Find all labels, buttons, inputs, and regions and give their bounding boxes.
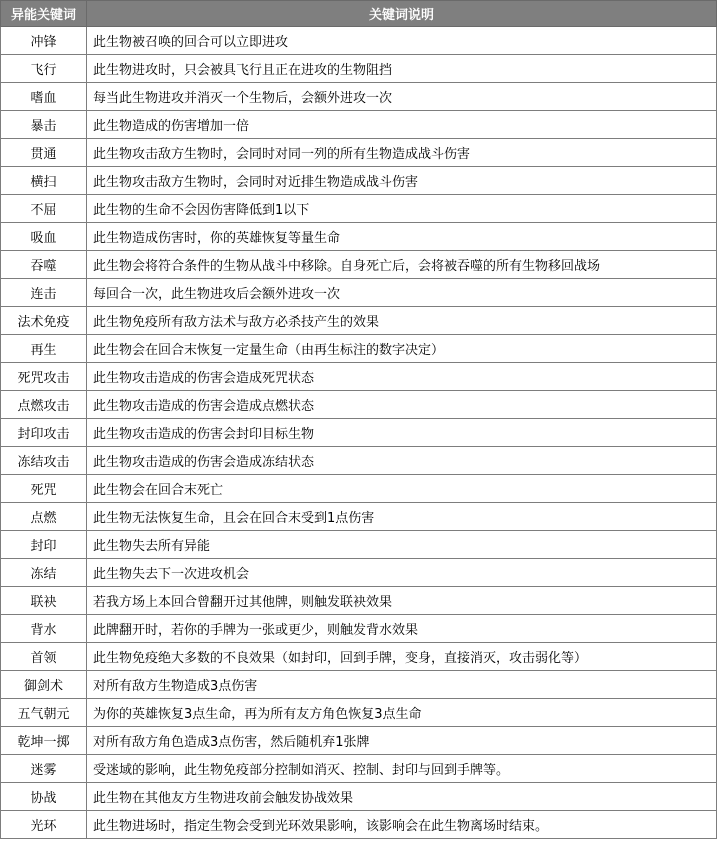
table-row xyxy=(1,419,717,447)
keyword-cell: 冻结攻击 xyxy=(1,447,87,475)
description-cell: 此生物攻击敌方生物时，会同时对同一列的所有生物造成战斗伤害 xyxy=(87,139,717,167)
table-row xyxy=(1,27,717,55)
table-row xyxy=(1,811,717,839)
keyword-cell: 横扫 xyxy=(1,167,87,195)
table-row xyxy=(1,223,717,251)
description-cell: 此生物无法恢复生命，且会在回合末受到1点伤害 xyxy=(87,503,717,531)
table-row xyxy=(1,55,717,83)
table-row xyxy=(1,167,717,195)
table-row xyxy=(1,363,717,391)
keyword-cell: 连击 xyxy=(1,279,87,307)
table-row xyxy=(1,139,717,167)
description-cell: 此牌翻开时，若你的手牌为一张或更少，则触发背水效果 xyxy=(87,615,717,643)
description-cell: 此生物造成的伤害增加一倍 xyxy=(87,111,717,139)
table-row xyxy=(1,503,717,531)
description-cell: 此生物被召唤的回合可以立即进攻 xyxy=(87,27,717,55)
description-cell: 此生物攻击造成的伤害会造成冻结状态 xyxy=(87,447,717,475)
table-row xyxy=(1,727,717,755)
table-row xyxy=(1,755,717,783)
keyword-cell: 法术免疫 xyxy=(1,307,87,335)
description-cell: 此生物在其他友方生物进攻前会触发协战效果 xyxy=(87,783,717,811)
table-row xyxy=(1,391,717,419)
keyword-cell: 背水 xyxy=(1,615,87,643)
header-row xyxy=(1,1,717,27)
table-row xyxy=(1,83,717,111)
table-row xyxy=(1,279,717,307)
table-row xyxy=(1,195,717,223)
table-body xyxy=(1,27,717,839)
keyword-cell: 御剑术 xyxy=(1,671,87,699)
description-cell: 此生物攻击敌方生物时，会同时对近排生物造成战斗伤害 xyxy=(87,167,717,195)
description-cell: 此生物会在回合末恢复一定量生命（由再生标注的数字决定） xyxy=(87,335,717,363)
keyword-cell: 联袂 xyxy=(1,587,87,615)
table-row xyxy=(1,783,717,811)
table-row xyxy=(1,111,717,139)
keyword-cell: 乾坤一掷 xyxy=(1,727,87,755)
table-row xyxy=(1,559,717,587)
description-cell: 每回合一次，此生物进攻后会额外进攻一次 xyxy=(87,279,717,307)
description-cell: 每当此生物进攻并消灭一个生物后，会额外进攻一次 xyxy=(87,83,717,111)
keyword-cell: 飞行 xyxy=(1,55,87,83)
table-row xyxy=(1,475,717,503)
description-cell: 此生物攻击造成的伤害会造成死咒状态 xyxy=(87,363,717,391)
description-cell: 此生物的生命不会因伤害降低到1以下 xyxy=(87,195,717,223)
description-cell: 此生物进场时，指定生物会受到光环效果影响，该影响会在此生物离场时结束。 xyxy=(87,811,717,839)
description-cell: 此生物会将符合条件的生物从战斗中移除。自身死亡后，会将被吞噬的所有生物移回战场 xyxy=(87,251,717,279)
description-cell: 此生物免疫绝大多数的不良效果（如封印，回到手牌，变身，直接消灭，攻击弱化等） xyxy=(87,643,717,671)
table-row xyxy=(1,643,717,671)
keyword-cell: 点燃攻击 xyxy=(1,391,87,419)
table-row xyxy=(1,251,717,279)
keyword-cell: 不屈 xyxy=(1,195,87,223)
description-cell: 受迷域的影响，此生物免疫部分控制如消灭、控制、封印与回到手牌等。 xyxy=(87,755,717,783)
table-row xyxy=(1,335,717,363)
keyword-cell: 嗜血 xyxy=(1,83,87,111)
keyword-cell: 封印 xyxy=(1,531,87,559)
description-cell: 对所有敌方生物造成3点伤害 xyxy=(87,671,717,699)
keyword-cell: 再生 xyxy=(1,335,87,363)
keyword-cell: 吸血 xyxy=(1,223,87,251)
keyword-cell: 光环 xyxy=(1,811,87,839)
description-cell: 此生物失去所有异能 xyxy=(87,531,717,559)
description-cell: 此生物造成伤害时，你的英雄恢复等量生命 xyxy=(87,223,717,251)
keyword-cell: 死咒 xyxy=(1,475,87,503)
description-cell: 若我方场上本回合曾翻开过其他牌，则触发联袂效果 xyxy=(87,587,717,615)
table-row xyxy=(1,447,717,475)
table-row xyxy=(1,531,717,559)
table-row xyxy=(1,671,717,699)
table-row xyxy=(1,587,717,615)
header-keyword: 异能关键词 xyxy=(1,1,87,27)
description-cell: 此生物攻击造成的伤害会封印目标生物 xyxy=(87,419,717,447)
keyword-cell: 点燃 xyxy=(1,503,87,531)
keyword-cell: 贯通 xyxy=(1,139,87,167)
keyword-cell: 吞噬 xyxy=(1,251,87,279)
keyword-cell: 五气朝元 xyxy=(1,699,87,727)
keyword-cell: 协战 xyxy=(1,783,87,811)
description-cell: 对所有敌方角色造成3点伤害，然后随机弃1张牌 xyxy=(87,727,717,755)
keyword-cell: 迷雾 xyxy=(1,755,87,783)
keyword-cell: 首领 xyxy=(1,643,87,671)
keyword-cell: 冻结 xyxy=(1,559,87,587)
table-row xyxy=(1,699,717,727)
table-row xyxy=(1,307,717,335)
description-cell: 此生物失去下一次进攻机会 xyxy=(87,559,717,587)
keyword-cell: 死咒攻击 xyxy=(1,363,87,391)
description-cell: 为你的英雄恢复3点生命，再为所有友方角色恢复3点生命 xyxy=(87,699,717,727)
description-cell: 此生物攻击造成的伤害会造成点燃状态 xyxy=(87,391,717,419)
keyword-cell: 冲锋 xyxy=(1,27,87,55)
table-row xyxy=(1,615,717,643)
description-cell: 此生物会在回合末死亡 xyxy=(87,475,717,503)
description-cell: 此生物免疫所有敌方法术与敌方必杀技产生的效果 xyxy=(87,307,717,335)
description-cell: 此生物进攻时，只会被具飞行且正在进攻的生物阻挡 xyxy=(87,55,717,83)
keyword-cell: 封印攻击 xyxy=(1,419,87,447)
header-description: 关键词说明 xyxy=(87,1,717,27)
keyword-cell: 暴击 xyxy=(1,111,87,139)
